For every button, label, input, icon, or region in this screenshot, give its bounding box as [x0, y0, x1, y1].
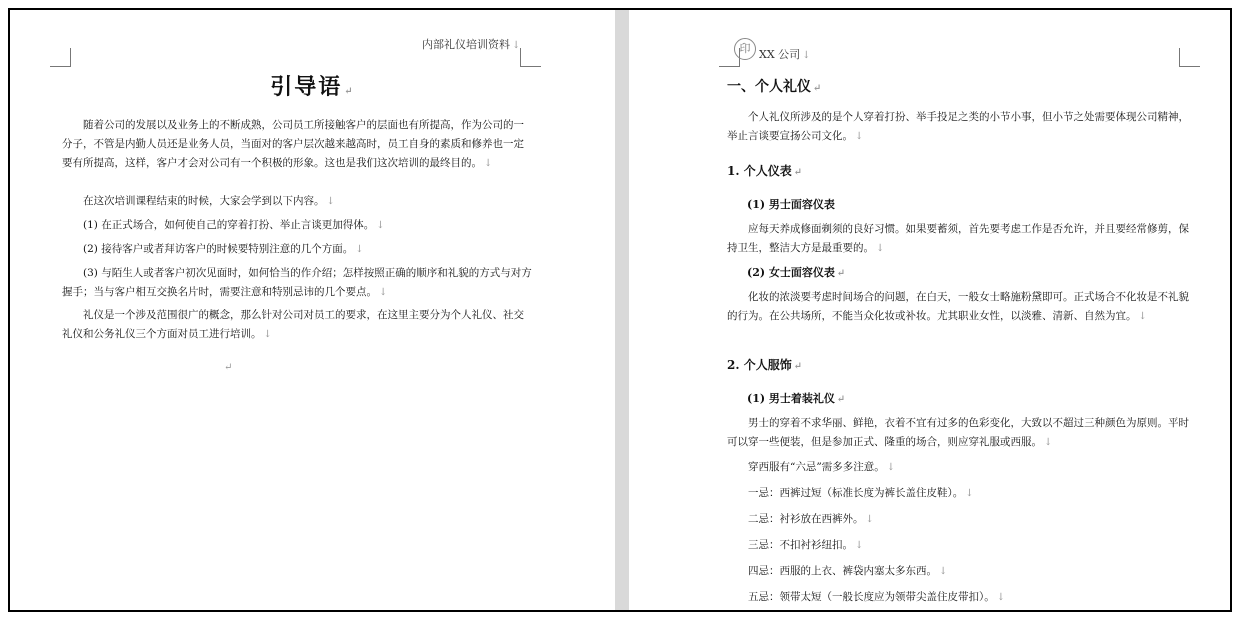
- margin-marker-top-right: [1179, 48, 1200, 67]
- paragraph: 随着公司的发展以及业务上的不断成熟，公司员工所接触客户的层面也有所提高，作为公司的一分子，不管是内勤人员还是业务人员，当面对的客户层次越来越高时，员工自身的素质和修养也一定要有所提高，这样，客户才会对公司有一个积极的形象。这也是我们这次培训的最终目的。 ↓: [62, 119, 524, 169]
- list-item: 四忌：西服的上衣、裤袋内塞太多东西。 ↓: [748, 565, 948, 577]
- paragraph-mark-icon: ↓: [512, 40, 521, 51]
- paragraph-mark-icon: ↓: [865, 514, 874, 525]
- document-viewport: [8, 8, 1232, 612]
- paragraph: 应每天养成修面剃须的良好习惯。如果要蓄须，首先要考虑工作是否允许，并且要经常修剪，保持卫生，整洁大方是最重要的。 ↓: [727, 223, 1189, 254]
- list-item: (3) 与陌生人或者客户初次见面时，如何恰当的作介绍；怎样按照正确的顺序和礼貌的方式与对方握手；当与客户相互交换名片时，需要注意和特别忌讳的几个要点。 ↓: [62, 267, 532, 298]
- paragraph-mark-icon: ↓: [939, 566, 948, 577]
- list-item: 五忌：领带太短（一般长度应为领带尖盖住皮带扣）。 ↓: [748, 591, 1006, 603]
- paragraph-mark-icon: ↓: [886, 462, 896, 473]
- margin-marker-top-right: [520, 48, 541, 67]
- paragraph-mark-icon: ↵: [813, 83, 822, 94]
- paragraph: 化妆的浓淡要考虑时间场合的问题，在白天，一般女士略施粉黛即可。正式场合不化妆是不礼貌的行为。在公共场所，不能当众化妆或补妆。尤其职业女性，以淡雅、清新、自然为宜。 ↓: [727, 291, 1189, 322]
- subsection-heading: 1. 个人仪表 ↵: [727, 164, 803, 178]
- page-header: [422, 36, 520, 52]
- paragraph-mark-icon: ↓: [855, 131, 864, 142]
- page-title: [10, 70, 615, 101]
- page-right: [629, 10, 1232, 610]
- list-item: 三忌：不扣衬衫纽扣。 ↓: [748, 539, 864, 551]
- paragraph-mark-icon: ↵: [344, 86, 355, 97]
- paragraph-mark-icon: ↓: [376, 220, 385, 231]
- paragraph-mark-icon: ↓: [802, 50, 811, 61]
- page-gutter: [615, 10, 629, 610]
- title-text: 引导语: [270, 74, 343, 100]
- paragraph-mark-icon: ↵: [793, 361, 803, 372]
- paragraph: 穿西服有“六忌”需多多注意。 ↓: [748, 461, 896, 473]
- paragraph-mark-icon: ↓: [326, 196, 335, 207]
- item-heading: (1) 男士面容仪表: [747, 198, 835, 211]
- paragraph-mark-icon: ↵: [836, 394, 846, 405]
- paragraph-mark-icon: ↵: [224, 362, 233, 373]
- header-text: XX 公司: [759, 48, 801, 61]
- subsection-heading: 2. 个人服饰 ↵: [727, 358, 803, 372]
- paragraph-mark-icon: ↓: [876, 243, 885, 254]
- empty-paragraph-mark: [222, 358, 232, 377]
- list-item: (1) 在正式场合，如何使自己的穿着打扮、举止言谈更加得体。 ↓: [83, 219, 385, 231]
- page-left: [10, 10, 615, 610]
- paragraph-mark-icon: ↓: [855, 540, 864, 551]
- header-text: 内部礼仪培训资料: [422, 38, 510, 51]
- paragraph-mark-icon: ↓: [996, 592, 1006, 603]
- paragraph: 男士的穿着不求华丽、鲜艳，衣着不宜有过多的色彩变化，大致以不超过三种颜色为原则。平时可以穿一些便装，但是参加正式、隆重的场合，则应穿礼服或西服。 ↓: [727, 417, 1189, 448]
- item-heading: (1) 男士着装礼仪 ↵: [747, 392, 846, 405]
- paragraph-mark-icon: ↓: [965, 488, 974, 499]
- list-item: 二忌：衬衫放在西裤外。 ↓: [748, 513, 874, 525]
- margin-marker-top-left: [50, 48, 71, 67]
- paragraph-mark-icon: ↵: [793, 167, 803, 178]
- section-heading: 一、个人礼仪 ↵: [727, 79, 822, 95]
- page-header: [759, 46, 811, 62]
- paragraph: 在这次培训课程结束的时候，大家会学到以下内容。 ↓: [83, 195, 335, 207]
- list-item: 一忌：西裤过短（标准长度为裤长盖住皮鞋）。 ↓: [748, 487, 974, 499]
- paragraph-mark-icon: ↵: [836, 268, 846, 279]
- paragraph: 个人礼仪所涉及的是个人穿着打扮、举手投足之类的小节小事，但小节之处需要体现公司精神，举止言谈要宣扬公司文化。 ↓: [727, 111, 1189, 142]
- list-item: (2) 接待客户或者拜访客户的时候要特别注意的几个方面。 ↓: [83, 243, 364, 255]
- paragraph-mark-icon: ↓: [484, 158, 493, 169]
- company-logo-icon: 印: [734, 38, 756, 60]
- paragraph-mark-icon: ↓: [1138, 311, 1147, 322]
- paragraph: 礼仪是一个涉及范围很广的概念，那么针对公司对员工的要求，在这里主要分为个人礼仪、社交礼仪和公务礼仪三个方面对员工进行培训。 ↓: [62, 309, 524, 340]
- paragraph-mark-icon: ↓: [1044, 437, 1053, 448]
- paragraph-mark-icon: ↓: [379, 287, 388, 298]
- paragraph-mark-icon: ↓: [263, 329, 272, 340]
- item-heading: (2) 女士面容仪表 ↵: [747, 266, 846, 279]
- paragraph-mark-icon: ↓: [355, 244, 364, 255]
